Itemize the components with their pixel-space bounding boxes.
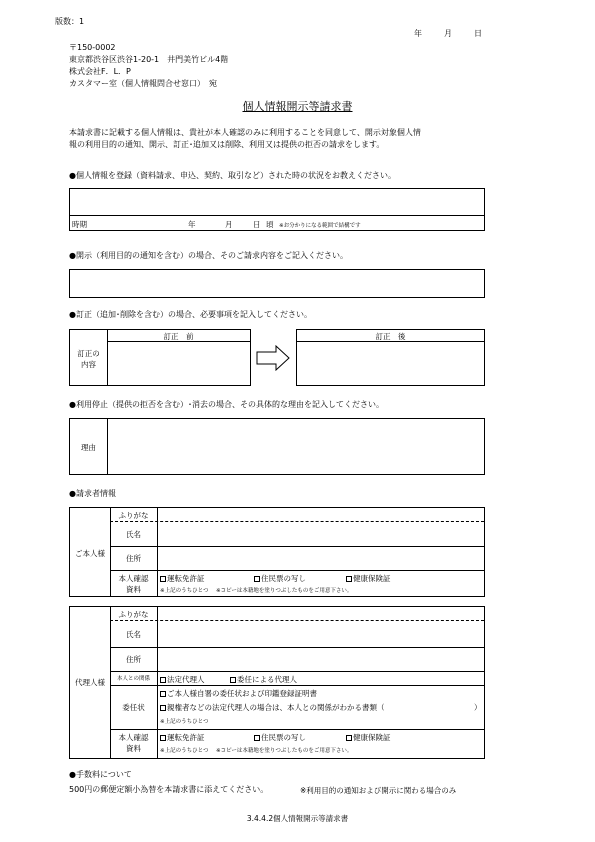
self-address-input[interactable] [158,547,484,570]
checkbox-icon [160,705,166,711]
correction-after-box [296,329,485,386]
checkbox-icon [160,677,166,683]
suspension-reason-input[interactable] [108,419,484,474]
registration-approx-label: 頃 [266,220,274,229]
registration-day-label: 日 [253,220,261,229]
agent-relation-legal[interactable]: 法定代理人 [160,674,205,685]
registration-month-label: 月 [225,220,233,229]
self-furigana-input[interactable] [158,508,484,521]
postal-code: 〒150-0002 [69,43,116,52]
right-arrow-icon [256,345,290,371]
date-year-label: 年 [414,29,422,38]
recipient: カスタマー室（個人情報問合せ窓口） 宛 [69,79,217,88]
self-table [69,507,485,597]
self-id-note-2: ※コピーは本籍地を塗りつぶしたものをご用意下さい。 [216,588,353,594]
checkbox-icon [160,735,166,741]
agent-proxy-label: 委任状 [122,703,145,712]
agent-table [69,606,485,759]
agent-id-label-line-1: 本人確認 [118,733,149,742]
version-label: 版数：1 [55,17,85,26]
suspension-box [69,418,485,475]
agent-address-label: 住所 [126,655,141,664]
self-id-note-1: ※上記のうちひとつ [160,588,209,594]
suspension-reason-label: 理由 [81,443,96,452]
agent-id-label-line-2: 資料 [126,744,141,753]
self-id-label-line-2: 資料 [126,585,141,594]
registration-input-area[interactable] [69,188,485,214]
agent-proxy-option-1[interactable]: ご本人様自署の委任状および印鑑登録証明書 [160,688,317,699]
fee-text: 500円の郵便定額小為替を本請求書に添えてください。 [69,785,269,794]
self-option-license[interactable]: 運転免許証 [160,573,205,584]
checkbox-icon [346,735,352,741]
correction-label-line-2: 内容 [81,360,96,369]
registration-heading: ●個人情報を登録（資料請求、申込、契約、取引など）された時の状況をお教えください。 [69,171,396,180]
checkbox-icon [254,576,260,582]
agent-proxy-option-2[interactable]: 親権者などの法定代理人の場合は、本人との関係がわかる書類（ [160,702,385,713]
street-address: 東京都渋谷区渋谷1-20-1 井門美竹ビル4階 [69,55,229,64]
agent-furigana-input[interactable] [158,607,484,620]
requester-heading: ●請求者情報 [69,489,116,498]
footer-label: 3.4.4.2個人情報開示等請求書 [246,814,349,823]
checkbox-icon [160,691,166,697]
agent-label: 代理人様 [75,678,105,687]
date-month-label: 月 [444,29,452,38]
correction-before-box [69,329,251,386]
disclosure-input-box[interactable] [69,269,485,298]
self-option-insurance[interactable]: 健康保険証 [346,573,391,584]
suspension-heading: ●利用停止（提供の拒否を含む）･消去の場合、その具体的な理由を記入してください。 [69,400,384,409]
correction-before-header: 訂正 前 [163,332,194,341]
self-name-input[interactable] [158,522,484,546]
self-name-label: 氏名 [126,530,141,539]
disclosure-heading: ●開示（利用目的の通知を含む）の場合、そのご請求内容をご記入ください。 [69,251,348,260]
checkbox-icon [254,735,260,741]
intro-line-1: 本請求書に記載する個人情報は、貴社が本人確認のみに利用することを同意して、開示対象個人情 [69,128,421,137]
checkbox-icon [160,576,166,582]
agent-name-label: 氏名 [126,630,141,639]
agent-option-insurance[interactable]: 健康保険証 [346,732,391,743]
agent-furigana-label: ふりがな [118,610,149,619]
self-address-label: 住所 [126,554,141,563]
correction-after-input[interactable] [298,342,484,385]
self-furigana-label: ふりがな [118,511,149,520]
agent-address-input[interactable] [158,648,484,671]
fee-heading: ●手数料について [69,770,132,779]
page-title: 個人情報開示等請求書 [242,100,353,113]
checkbox-icon [346,576,352,582]
checkbox-icon [230,677,236,683]
date-day-label: 日 [474,29,482,38]
agent-option-license[interactable]: 運転免許証 [160,732,205,743]
agent-id-note-1: ※上記のうちひとつ [160,748,209,754]
agent-proxy-note: ※上記のうちひとつ [160,719,209,725]
agent-proxy-close: ） [474,703,482,712]
fee-note: ※利用目的の通知および開示に関わる場合のみ [300,786,457,795]
agent-option-resident[interactable]: 住民票の写し [254,732,306,743]
registration-period-label: 時期 [72,220,87,229]
self-option-resident[interactable]: 住民票の写し [254,573,306,584]
correction-before-input[interactable] [108,342,250,385]
registration-year-label: 年 [188,220,196,229]
agent-name-input[interactable] [158,621,484,647]
agent-relation-delegate[interactable]: 委任による代理人 [230,674,297,685]
correction-heading: ●訂正（追加･削除を含む）の場合、必要事項を記入してください。 [69,310,312,319]
company-name: 株式会社F．L．P [69,67,131,76]
agent-id-note-2: ※コピーは本籍地を塗りつぶしたものをご用意下さい。 [216,748,353,754]
agent-relation-label: 本人との関係 [116,676,150,682]
self-label: ご本人様 [75,549,105,558]
intro-line-2: 報の利用目的の通知、開示、訂正･追加又は削除、利用又は提供の拒否の請求をします。 [69,140,385,149]
correction-label-line-1: 訂正の [77,349,100,358]
correction-after-header: 訂正 後 [375,332,406,341]
registration-note: ※お分かりになる範囲で結構です [279,223,361,229]
self-id-label-line-1: 本人確認 [118,574,149,583]
